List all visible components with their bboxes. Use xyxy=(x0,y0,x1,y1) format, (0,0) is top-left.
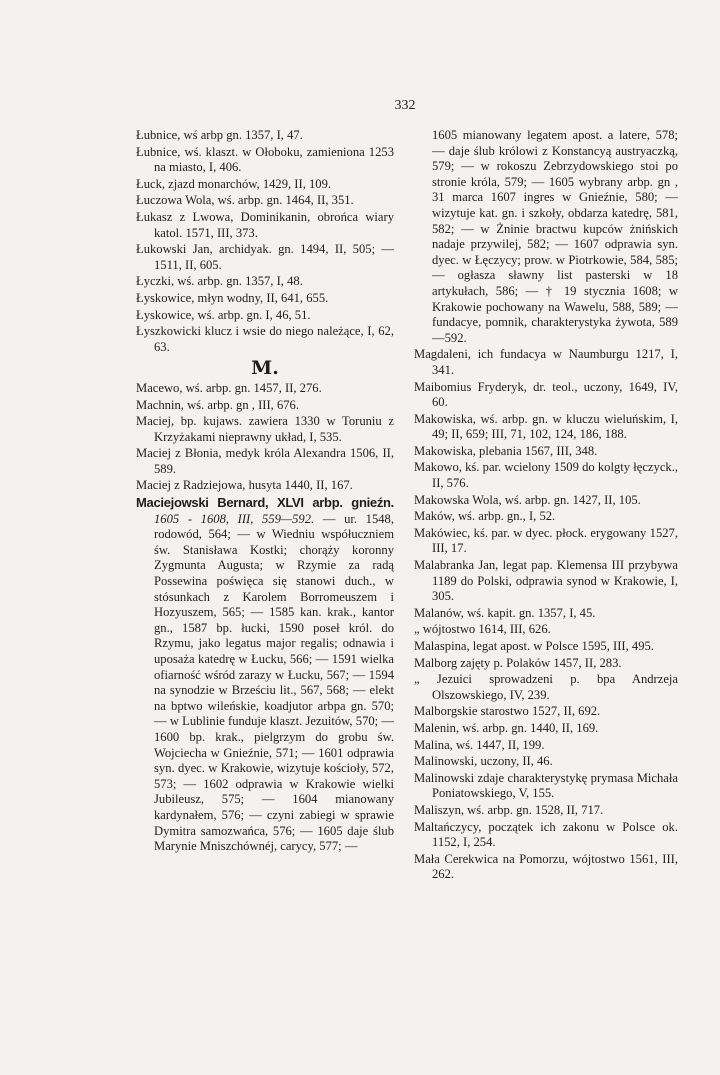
page-number: 332 xyxy=(394,98,416,113)
index-entry: Łyszkowicki klucz i wsie do niego należące, I, 62, 63. xyxy=(136,324,394,354)
index-entry: Malinowski, uczony, II, 46. xyxy=(414,754,553,769)
index-entry: „ wójtostwo 1614, III, 626. xyxy=(414,622,551,637)
index-entry: Łyskowice, młyn wodny, II, 641, 655. xyxy=(136,290,329,305)
index-entry: 1605 mianowany legatem apost. a latere, 578; — daje ślub królowi z Konstancyą austryaczką, 579; — w rokoszu Zebrzydowskiego stoi po stronie króla, 579; — 1605 wybrany arbp. gn , 31 marca 1607 ingres w Gnieźnie, 580; — wizytuje kat. gn. i szkoły, obdarza katedrę, 581, 582; — w Żninie bractwu kupców żnińskich nadaje przywilej, 582; — 1607 odprawia syn. dyec. w Łęczycy; prow. w Piotrkowie, 584, 585; — ogłasza sławny list pasterski w 18 artykułach, 586; — † 19 stycznia 1608; w Krakowie pochowany na Wawelu, 588, 589; — fundacye, pomnik, charakterystyka żywota, 589—592. xyxy=(432,128,678,345)
index-entry: Maków, wś. arbp. gn., I, 52. xyxy=(414,509,556,524)
index-entry: Makowiska, wś. arbp. gn. w kluczu wieluńskim, I, 49; II, 659; III, 71, 102, 124, 186, 188. xyxy=(414,411,678,442)
index-entry: Łuck, zjazd monarchów, 1429, II, 109. xyxy=(136,176,332,191)
index-entry: Maliszyn, wś. arbp. gn. 1528, II, 717. xyxy=(414,802,604,817)
index-entry: Machnin, wś. arbp. gn , III, 676. xyxy=(136,397,299,412)
index-entry: Maciej z Radziejowa, husyta 1440, II, 167. xyxy=(136,478,353,493)
index-entry: Malenin, wś. arbp. gn. 1440, II, 169. xyxy=(414,720,599,735)
index-entry: Łyskowice, wś. arbp. gn. I, 46, 51. xyxy=(136,307,311,322)
index-entry: Malborg zajęty p. Polaków 1457, II, 283. xyxy=(414,655,622,670)
index-entry: Łukasz z Lwowa, Dominikanin, obrońca wiary katol. 1571, III, 373. xyxy=(136,209,394,240)
index-entry: Makówiec, kś. par. w dyec. płock. erygowany 1527, III, 17. xyxy=(414,525,678,556)
index-entry: Makowiska, plebania 1567, III, 348. xyxy=(414,443,598,458)
section-letter: M. xyxy=(251,357,279,380)
maciejowski-heading: Maciejowski Bernard, XLVI arbp. gnieźn. xyxy=(136,495,394,511)
index-entry: Malabranka Jan, legat pap. Klemensa III przybywa 1189 do Polski, odprawia synod w Krakowie, I, 305. xyxy=(414,558,678,604)
index-entry: Malinowski zdaje charakterystykę prymasa Michała Poniatowskiego, V, 155. xyxy=(414,770,678,801)
right-entries xyxy=(414,128,678,883)
index-entry: Maibomius Fryderyk, dr. teol., uczony, 1649, IV, 60. xyxy=(414,379,678,410)
index-entry: Makowo, kś. par. wcielony 1509 do kolgty łęczyck., II, 576. xyxy=(414,460,678,491)
index-entry: Łukowski Jan, archidyak. gn. 1494, II, 505; — 1511, II, 605. xyxy=(136,242,394,272)
index-entry: Maltańczycy, początek ich zakonu w Polsce ok. 1152, I, 254. xyxy=(414,819,678,850)
index-entry: Łubnice, wś arbp gn. 1357, I, 47. xyxy=(136,128,303,142)
right-column xyxy=(414,128,678,884)
maciejowski-body: — ur. 1548, rodowód, 564; — w Wiedniu współuczniem św. Stanisława Kostki; chorąży koronny Zygmunta Augusta; w Rzymie za radą Possewina poświęca się stanowi duch., w stósunkach z Karolem Borromeuszem i Hozyuszem, 565; — 1585 kan. krak., kantor gn., 1587 bp. łucki, 1590 poseł król. do Rzymu, jako legatus major regalis; odnawia i uposaża katedrę w Łucku, 566; — 1591 wielka ofiarność wśród zarazy w Łucku, 567; — 1594 na synodzie w Brześciu lit., 567, 568; — elekt na bptwo wileńskie, koadjutor arbpa gn. 570; — w Lublinie funduje klaszt. Jezuitów, 570; — 1600 bp. krak., pielgrzym do grobu św. Wojciecha w Gnieźnie, 571; — 1601 odprawia syn. dyec. w Krakowie, wizytuje kościoły, 572, 573; — 1602 odprawia w Krakowie wielki Jubileusz, 575; — 1604 mianowany kardynałem, 576; — czyni zabiegi w sprawie Dymitra samozwańca, 576; — 1605 daje ślub Marynie Mniszchównéj, carycy, 577; — xyxy=(154,511,394,854)
index-entry: Mała Cerekwica na Pomorzu, wójtostwo 1561, III, 262. xyxy=(414,851,678,882)
index-entry: Macewo, wś. arbp. gn. 1457, II, 276. xyxy=(136,380,322,395)
index-entry: Magdaleni, ich fundacya w Naumburgu 1217, I, 341. xyxy=(414,347,678,377)
index-entry: Malborgskie starostwo 1527, II, 692. xyxy=(414,704,601,719)
index-entry: Łubnice, wś. klaszt. w Ołoboku, zamieniona 1253 na miasto, I, 406. xyxy=(136,144,394,175)
left-column xyxy=(136,128,394,856)
index-entry: Malina, wś. 1447, II, 199. xyxy=(414,737,545,752)
left-m-entries xyxy=(136,381,394,494)
index-entry: Maciej, bp. kujaws. zawiera 1330 w Toruniu z Krzyżakami nieprawny układ, I, 535. xyxy=(136,414,394,444)
index-entry: Makowska Wola, wś. arbp. gn. 1427, II, 105. xyxy=(414,492,641,507)
maciejowski-dates: 1605 - 1608, III, 559—592. xyxy=(154,511,315,526)
left-entries xyxy=(136,128,394,355)
index-entry: Maciej z Błonia, medyk króla Alexandra 1506, II, 589. xyxy=(136,446,394,476)
index-entry: Malaspina, legat apost. w Polsce 1595, III, 495. xyxy=(414,639,654,653)
index-entry: Łuczowa Wola, wś. arbp. gn. 1464, II, 351. xyxy=(136,193,354,208)
index-entry: Łyczki, wś. arbp. gn. 1357, I, 48. xyxy=(136,274,303,289)
index-entry: „ Jezuici sprowadzeni p. bpa Andrzeja Olszowskiego, IV, 239. xyxy=(414,672,678,702)
index-entry: Malanów, wś. kapit. gn. 1357, I, 45. xyxy=(414,605,596,620)
maciejowski-entry xyxy=(136,495,394,855)
